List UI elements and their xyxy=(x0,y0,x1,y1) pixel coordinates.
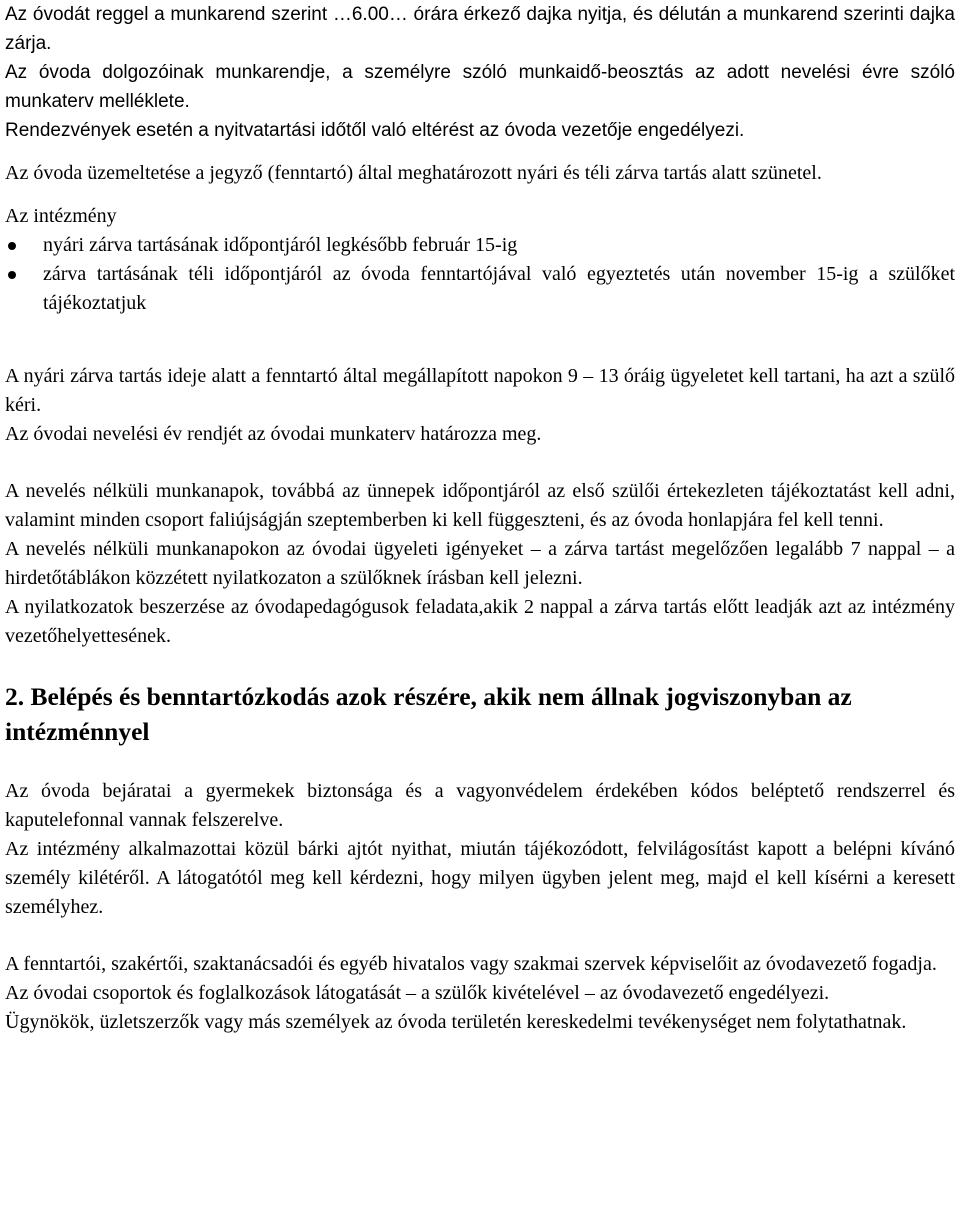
sales-prohibition-paragraph: Ügynökök, üzletszerzők vagy más személyek az óvoda területén kereskedelmi tevékenységet nem folytathatnak. xyxy=(5,1011,907,1033)
entry-block xyxy=(5,777,955,922)
closure-block xyxy=(5,159,955,318)
official-visitors-paragraph: A fenntartói, szakértői, szaktanácsadói és egyéb hivatalos vagy szakmai szervek képviselőit az óvodavezető fogadja. xyxy=(5,953,937,975)
non-teaching-days-block xyxy=(5,477,955,651)
section-heading: 2. Belépés és benntartózkodás azok részére, akik nem állnak jogviszonyban az intézménnyel xyxy=(5,682,852,746)
events-paragraph: Rendezvények esetén a nyitvatartási időtől való eltérést az óvoda vezetője engedélyezi. xyxy=(5,120,745,141)
non-teaching-duty-paragraph: A nevelés nélküli munkanapokon az óvodai ügyeleti igényeket – a zárva tartást megelőzően legalább 7 nappal – a hirdetőtáblákon közzétett nyilatkozaton a szülőknek írásban kell jelezni. xyxy=(5,538,955,589)
closure-notice-list xyxy=(5,231,955,318)
list-item: nyári zárva tartásának időpontjáról legkésőbb február 15-ig xyxy=(5,231,955,260)
opening-paragraph: Az óvodát reggel a munkarend szerint …6.00… órára érkező dajka nyitja, és délután a munkarend szerinti dajka zárja. xyxy=(5,4,955,54)
non-teaching-info-paragraph: A nevelés nélküli munkanapok, továbbá az ünnepek időpontjáról az első szülői értekezleten tájékoztatást kell adni, valamint minden csoport faliújságján szeptemberben ki kell függeszteni, és az óvoda honlapjára fel kell tenni. xyxy=(5,480,955,531)
list-item: zárva tartásának téli időpontjáról az óvoda fenntartójával való egyeztetés után november 15-ig a szülőket tájékoztatjuk xyxy=(5,260,955,318)
group-visits-paragraph: Az óvodai csoportok és foglalkozások látogatását – a szülők kivételével – az óvodavezető engedélyezi. xyxy=(5,982,830,1004)
entrance-security-paragraph: Az óvoda bejáratai a gyermekek biztonsága és a vagyonvédelem érdekében kódos beléptető rendszerrel és kaputelefonnal vannak felszerelve. xyxy=(5,780,955,831)
school-year-paragraph: Az óvodai nevelési év rendjét az óvodai munkaterv határozza meg. xyxy=(5,423,542,445)
work-schedule-paragraph: Az óvoda dolgozóinak munkarendje, a személyre szóló munkaidő-beosztás az adott nevelési évre szóló munkaterv melléklete. xyxy=(5,62,955,112)
duty-block xyxy=(5,362,955,449)
closure-paragraph: Az óvoda üzemeltetése a jegyző (fenntartó) által meghatározott nyári és téli zárva tartás alatt szünetel. xyxy=(5,162,822,184)
summer-duty-paragraph: A nyári zárva tartás ideje alatt a fenntartó által megállapított napokon 9 – 13 óráig ügyeletet kell tartani, ha azt a szülő kéri. xyxy=(5,365,955,416)
institution-lead: Az intézmény xyxy=(5,205,117,227)
visitors-block xyxy=(5,950,955,1037)
document-page xyxy=(5,0,955,1037)
declarations-paragraph: A nyilatkozatok beszerzése az óvodapedagógusok feladata,akik 2 nappal a zárva tartás előtt leadják azt az intézmény vezetőhelyettesének. xyxy=(5,596,955,647)
opening-hours-block xyxy=(5,0,955,145)
door-opening-paragraph: Az intézmény alkalmazottai közül bárki ajtót nyithat, miután tájékozódott, felvilágosítást kapott a belépni kívánó személy kilétéről. A látogatótól meg kell kérdezni, hogy milyen ügyben jelent meg, majd el kell kísérni a keresett személyhez. xyxy=(5,838,955,918)
